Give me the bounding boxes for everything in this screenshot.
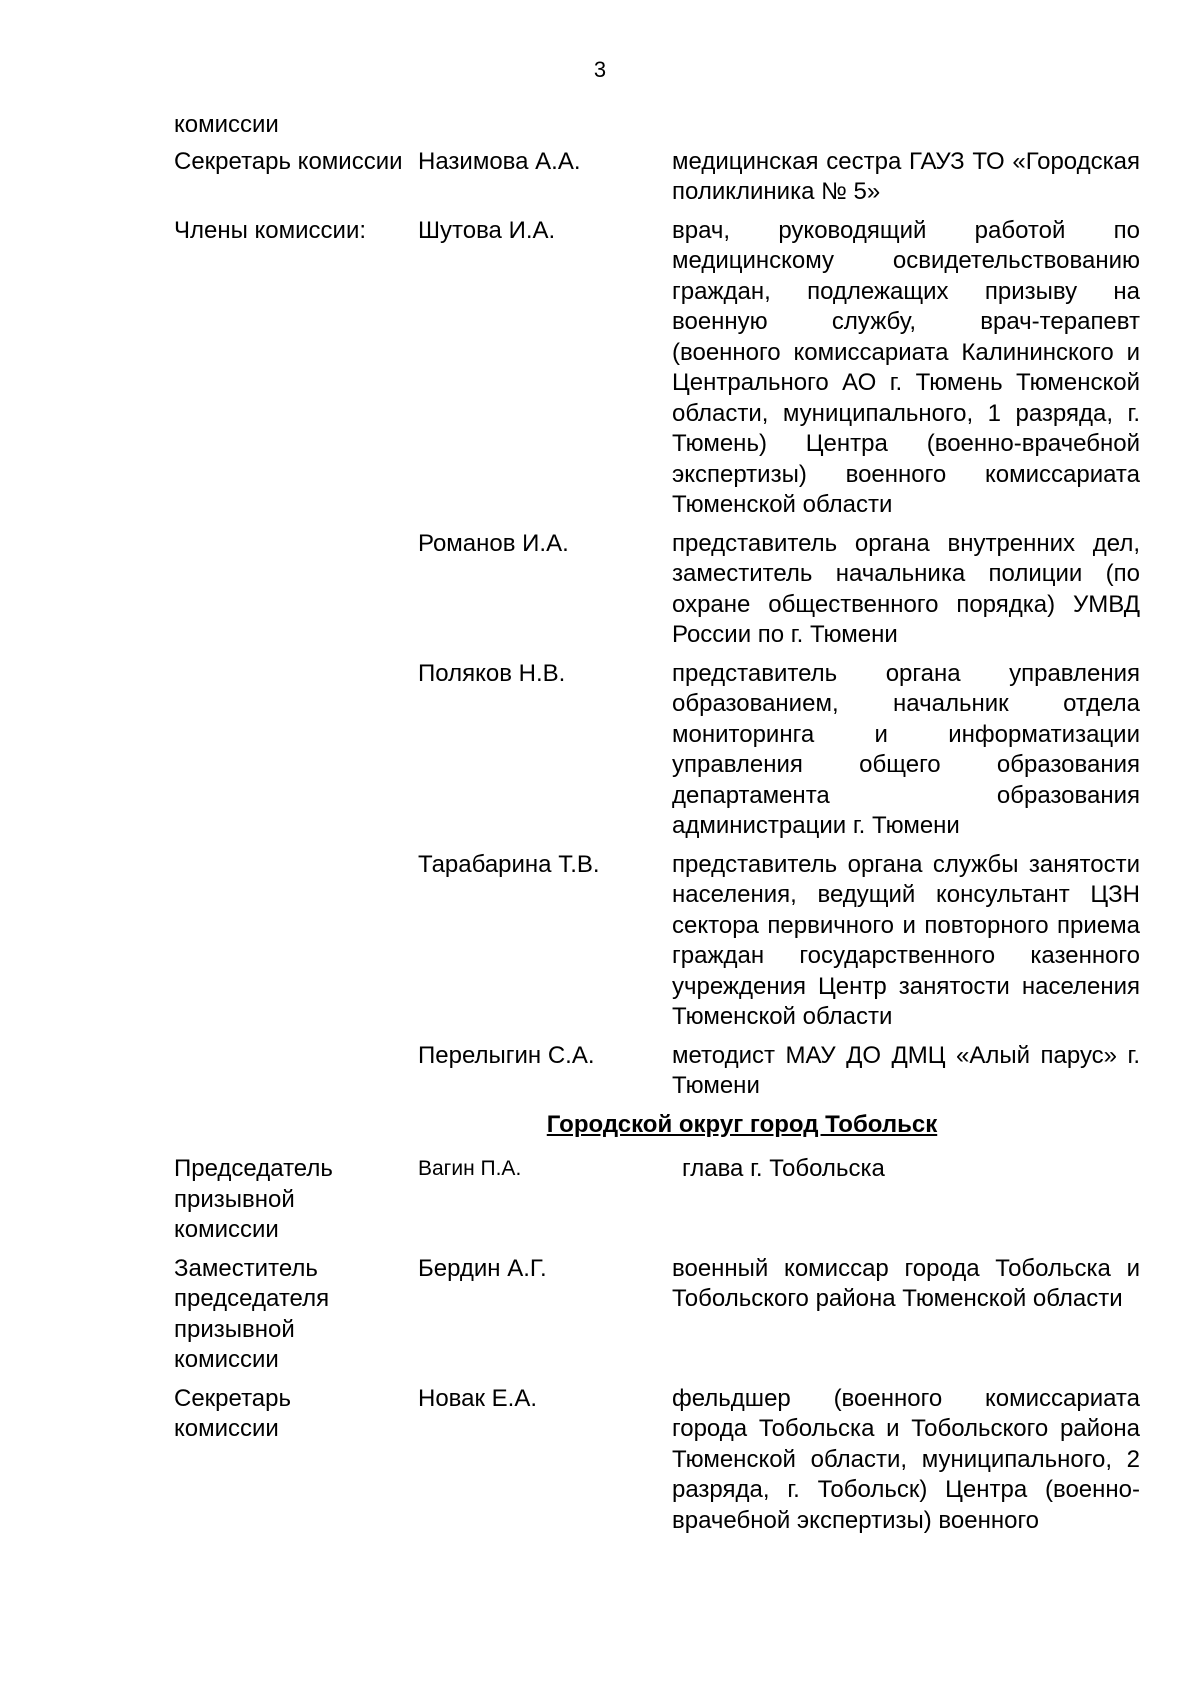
name-cell: Назимова А.А.	[418, 147, 581, 175]
name-cell: Тарабарина Т.В.	[418, 850, 600, 878]
table-row	[174, 1384, 1140, 1537]
name-cell: Перелыгин С.А.	[418, 1041, 595, 1069]
table-row	[174, 110, 1140, 141]
role-cell: Секретарь комиссии	[174, 1384, 291, 1442]
role-cell: Члены комиссии:	[174, 216, 367, 244]
role-cell: Заместитель председателя призывной комиссии	[174, 1254, 330, 1373]
description-cell: представитель органа внутренних дел, заместитель начальника полиции (по охране общественного порядка) УМВД России по г. Тюмени	[672, 529, 1140, 648]
description-cell: глава г. Тобольска	[682, 1155, 885, 1182]
table-row	[174, 1254, 1140, 1376]
description-cell: военный комиссар города Тобольска и Тобольского района Тюменской области	[672, 1254, 1140, 1312]
name-cell: Поляков Н.В.	[418, 659, 566, 687]
table-row	[174, 529, 1140, 651]
table-row	[174, 850, 1140, 1033]
section-heading-wrap	[174, 1108, 1140, 1149]
description-cell: фельдшер (военного комиссариата города Тобольска и Тобольского района Тюменской области, муниципального, 2 разряда, г. Тобольск) Центра (военно-врачебной экспертизы) военного	[672, 1384, 1140, 1534]
commission-table	[174, 110, 1140, 1544]
table-row	[174, 1041, 1140, 1102]
description-cell: методист МАУ ДО ДМЦ «Алый парус» г. Тюмени	[672, 1041, 1140, 1099]
role-cell: Председатель призывной комиссии	[174, 1155, 333, 1243]
description-cell: врач, руководящий работой по медицинскому освидетельствованию граждан, подлежащих призыву на военную службу, врач-терапевт (военного комиссариата Калининского и Центрального АО г. Тюмень Тюменской области, муниципального, 1 разряда, г. Тюмень) Центра (военно-врачебной экспертизы) военного комиссариата Тюменской области	[672, 216, 1140, 518]
role-cell: комиссии	[174, 111, 279, 138]
name-cell: Новак Е.А.	[418, 1384, 538, 1412]
name-cell: Бердин А.Г.	[418, 1254, 547, 1282]
description-cell: представитель органа службы занятости населения, ведущий консультант ЦЗН сектора первичного и повторного приема граждан государственного казенного учреждения Центр занятости населения Тюменской области	[672, 850, 1140, 1030]
description-cell: представитель органа управления образованием, начальник отдела мониторинга и информатизации управления общего образования департамента образования администрации г. Тюмени	[672, 659, 1140, 839]
name-cell: Вагин П.А.	[418, 1157, 522, 1180]
description-cell: медицинская сестра ГАУЗ ТО «Городская поликлиника № 5»	[672, 147, 1140, 205]
table-row	[174, 659, 1140, 842]
page-number: 3	[593, 57, 607, 82]
table-row	[174, 147, 1140, 208]
name-cell: Романов И.А.	[418, 529, 569, 557]
table-row	[174, 216, 1140, 521]
section-heading: Городской округ город Тобольск	[546, 1110, 938, 1138]
name-cell: Шутова И.А.	[418, 216, 556, 244]
role-cell: Секретарь комиссии	[174, 147, 403, 175]
table-row	[174, 1154, 1140, 1246]
